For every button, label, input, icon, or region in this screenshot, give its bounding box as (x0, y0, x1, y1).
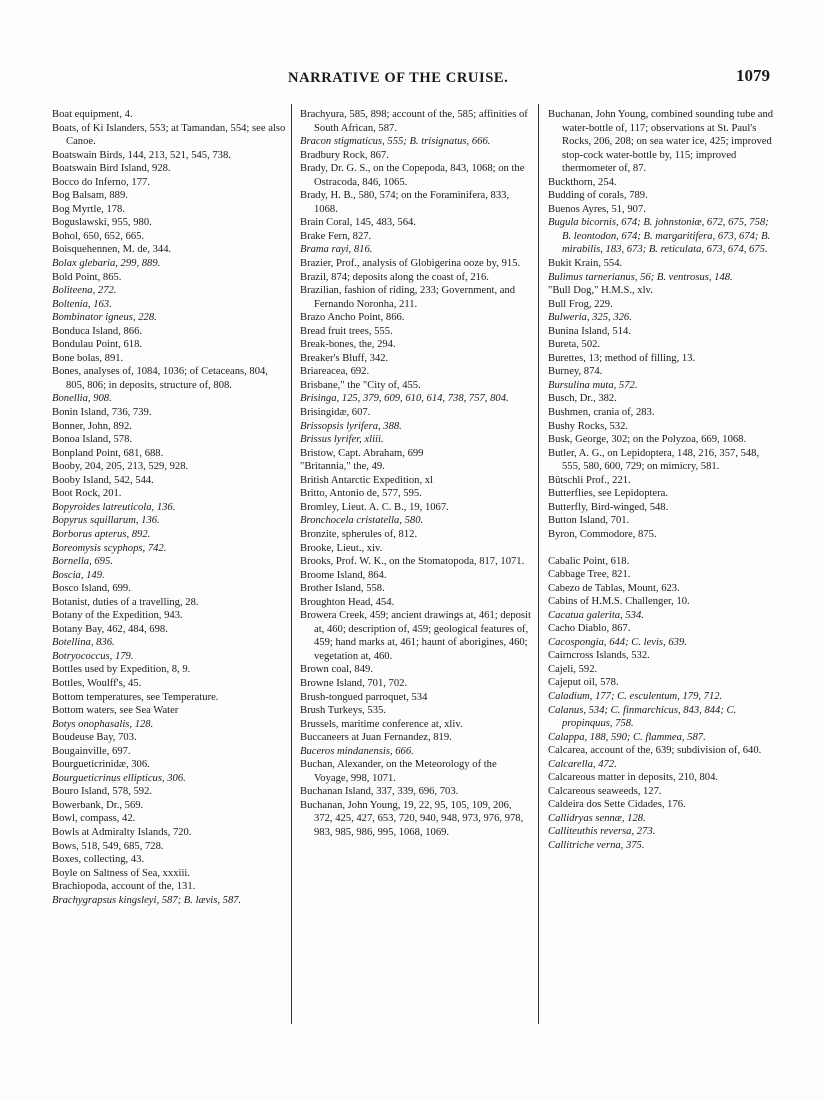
index-entry: Bulimus tarnerianus, 56; B. ventrosus, 148. (548, 271, 733, 283)
index-entry: Caldeira dos Sette Cidades, 176. (548, 799, 686, 811)
index-entry: Boat equipment, 4. (52, 109, 133, 120)
index-entry: Calappa, 188, 590; C. flammea, 587. (548, 731, 706, 743)
index-entry: Britto, Antonio de, 577, 595. (300, 488, 422, 500)
page-number: 1079 (736, 66, 770, 85)
index-entry: Bonellia, 908. (52, 393, 112, 405)
index-entry: Brisingidæ, 607. (300, 407, 371, 419)
index-entry: Bocco do Inferno, 177. (52, 176, 150, 188)
index-entry: Boxes, collecting, 43. (52, 854, 145, 866)
index-entry: Bourgueticrinidæ, 306. (52, 759, 150, 771)
index-entry: Bull Frog, 229. (548, 298, 613, 310)
index-entry: Brooks, Prof. W. K., on the Stomatopoda, 817, 1071. (300, 556, 525, 568)
index-entry: Bouro Island, 578, 592. (52, 786, 153, 798)
index-entry: Calliteuthis reversa, 273. (548, 826, 656, 838)
column-divider (291, 104, 292, 1024)
index-entry: Boscia, 149. (52, 569, 105, 581)
index-entry: Boreomysis scyphops, 742. (52, 542, 167, 554)
index-entry: "Bull Dog," H.M.S., xlv. (548, 285, 653, 297)
index-entry: Bracon stigmaticus, 555; B. trisignatus, 666. (300, 136, 491, 148)
column-divider (538, 104, 539, 1024)
index-entry: Bütschli Prof., 221. (548, 474, 631, 486)
index-entry: Busch, Dr., 382. (548, 393, 617, 405)
index-entry: Bottles, Woulff's, 45. (52, 677, 142, 689)
index-entry: Budding of corals, 789. (548, 190, 648, 202)
index-entry: "Britannia," the, 49. (300, 461, 385, 473)
index-entry: Boliteena, 272. (52, 285, 117, 297)
index-entry: Brazilian, fashion of riding, 233; Government, and Fernando Noronha, 211. (300, 285, 516, 310)
index-entry: Bones, analyses of, 1084, 1036; of Cetaceans, 804, 805, 806; in deposits, structure of, 808. (52, 366, 268, 391)
index-entry: Cabbage Tree, 821. (548, 569, 631, 581)
index-entry: Cabezo de Tablas, Mount, 623. (548, 582, 680, 594)
index-entry: Callidryas sennæ, 128. (548, 812, 646, 824)
index-entry: Boot Rock, 201. (52, 488, 122, 500)
index-entry: Bristow, Capt. Abraham, 699 (300, 447, 424, 459)
index-entry: Bugula bicornis, 674; B. johnstoniæ, 672, 675, 758; B. leontodon, 674; B. margaritifera, 673, 674; B. mirabilis, 183, 673; B. reticulata, 673, 674, 675. (548, 217, 771, 256)
index-entry: Brissopsis lyrifera, 388. (300, 420, 402, 432)
index-entry: Cacho Diablo, 867. (548, 623, 631, 635)
index-entry: Bowerbank, Dr., 569. (52, 799, 144, 811)
index-entry: Brisinga, 125, 379, 609, 610, 614, 738, 757, 804. (300, 393, 509, 405)
index-entry: Byron, Commodore, 875. (548, 528, 657, 540)
index-entry: Calcarella, 472. (548, 758, 617, 770)
index-entry: Burettes, 13; method of filling, 13. (548, 352, 696, 364)
index-entry: Bunina Island, 514. (548, 325, 631, 337)
index-column-middle (300, 108, 532, 840)
index-entry: Boisquehennen, M. de, 344. (52, 244, 172, 256)
index-entry: Bronzite, spherules of, 812. (300, 528, 418, 540)
index-entry: Bows, 518, 549, 685, 728. (52, 840, 164, 852)
index-entry: Brachyura, 585, 898; account of the, 585; affinities of South African, 587. (300, 109, 528, 134)
index-entry: Bushmen, crania of, 283. (548, 407, 655, 419)
section-gap (548, 542, 780, 555)
index-entry: Brazil, 874; deposits along the coast of, 216. (300, 271, 489, 283)
index-entry: Brush Turkeys, 535. (300, 705, 386, 717)
index-entry: Butterfly, Bird-winged, 548. (548, 501, 669, 513)
index-entry: Bottom waters, see Sea Water (52, 705, 179, 717)
index-entry: Boyle on Saltness of Sea, xxxiii. (52, 867, 191, 879)
page-header (0, 66, 825, 90)
index-entry: Broughton Head, 454. (300, 596, 395, 608)
index-entry: Bowl, compass, 42. (52, 813, 136, 825)
index-entry: Briareacea, 692. (300, 366, 370, 378)
index-entry: Boats, of Ki Islanders, 553; at Tamandan, 554; see also Canoe. (52, 122, 286, 148)
index-entry: Browera Creek, 459; ancient drawings at, 461; deposit at, 460; description of, 459; geological features of, 459; hand marks at, 461; haunt of aborigines, 460; vegetation at, 460. (300, 610, 531, 662)
index-entry: Brady, H. B., 580, 574; on the Foraminifera, 833, 1068. (300, 190, 510, 215)
index-entry: Bonin Island, 736, 739. (52, 407, 152, 419)
index-entry: Bondulau Point, 618. (52, 339, 143, 351)
index-entry: Botellina, 836. (52, 637, 115, 649)
index-entry: Calcarea, account of the, 639; subdivision of, 640. (548, 745, 762, 757)
index-entry: Cajeli, 592. (548, 663, 598, 675)
index-entry: Cabins of H.M.S. Challenger, 10. (548, 596, 690, 608)
index-entry: Boltenia, 163. (52, 298, 112, 310)
index-entry: Brisbane," the "City of, 455. (300, 379, 421, 391)
index-entry: Brown coal, 849. (300, 664, 373, 676)
index-entry: Borborus apterus, 892. (52, 528, 151, 540)
index-entry: Bonduca Island, 866. (52, 325, 143, 337)
index-entry: Brachiopoda, account of the, 131. (52, 881, 196, 893)
index-entry: Bone bolas, 891. (52, 352, 124, 364)
index-entry: Callitriche verna, 375. (548, 839, 645, 851)
index-entry: Brachygrapsus kingsleyi, 587; B. lævis, 587. (52, 894, 242, 906)
index-entry: Bonoa Island, 578. (52, 434, 133, 446)
index-entry: Busk, George, 302; on the Polyzoa, 669, 1068. (548, 434, 747, 446)
index-entry: Boatswain Birds, 144, 213, 521, 545, 738. (52, 149, 231, 161)
index-entry: Brake Fern, 827. (300, 230, 372, 242)
index-entry: Bornella, 695. (52, 556, 113, 568)
index-entry: Bronchocela cristatella, 580. (300, 515, 424, 527)
index-entry: Buchanan Island, 337, 339, 696, 703. (300, 786, 459, 798)
index-entry: Bradbury Rock, 867. (300, 149, 389, 161)
index-entry: Buchanan, John Young, 19, 22, 95, 105, 109, 206, 372, 425, 427, 653, 720, 940, 948, 973, 976, 978, 983, 985, 986, 995, 1068, 1069. (300, 799, 524, 838)
index-entry: Booby, 204, 205, 213, 529, 928. (52, 461, 189, 473)
index-entry: Bog Myrtle, 178. (52, 203, 125, 215)
index-entry: British Antarctic Expedition, xl (300, 474, 433, 486)
index-entry: Buckthorn, 254. (548, 176, 617, 188)
index-entry: Bottles used by Expedition, 8, 9. (52, 664, 191, 676)
index-entry: Botany Bay, 462, 484, 698. (52, 623, 168, 635)
index-entry: Break-bones, the, 294. (300, 339, 396, 351)
index-entry: Cajeput oil, 578. (548, 677, 619, 689)
index-entry: Brussels, maritime conference at, xliv. (300, 718, 463, 730)
index-entry: Bonpland Point, 681, 688. (52, 447, 164, 459)
index-entry: Butler, A. G., on Lepidoptera, 148, 216, 357, 548, 555, 580, 600, 729; on mimicry, 581. (548, 447, 760, 473)
index-entry: Bushy Rocks, 532. (548, 420, 629, 432)
index-entry: Buchanan, John Young, combined sounding tube and water-bottle of, 117; observations at St. Paul's Rocks, 206, 208; on sea water ice, 425; improved stop-cock water-bottle by, 115; improved thermometer of, 87. (548, 109, 774, 175)
index-entry: Bottom temperatures, see Temperature. (52, 691, 219, 703)
index-entry: Cabalic Point, 618. (548, 555, 630, 567)
index-entry: Breaker's Bluff, 342. (300, 352, 389, 364)
index-entry: Cairncross Islands, 532. (548, 650, 650, 662)
index-entry: Bulweria, 325, 326. (548, 312, 632, 324)
index-entry: Bread fruit trees, 555. (300, 325, 393, 337)
index-entry: Cacospongia, 644; C. levis, 639. (548, 636, 687, 648)
index-entry: Button Island, 701. (548, 515, 630, 527)
index-entry: Brissus lyrifer, xliii. (300, 434, 384, 446)
index-entry: Caladium, 177; C. esculentum, 179, 712. (548, 690, 723, 702)
index-entry: Bukit Krain, 554. (548, 258, 623, 270)
index-column-right (548, 108, 780, 853)
index-entry: Butterflies, see Lepidoptera. (548, 488, 669, 500)
index-entry: Bold Point, 865. (52, 271, 122, 283)
index-entry: Brady, Dr. G. S., on the Copepoda, 843, 1068; on the Ostracoda, 846, 1065. (300, 163, 525, 188)
index-entry: Cacatua galerita, 534. (548, 609, 644, 621)
index-entry: Brain Coral, 145, 483, 564. (300, 217, 416, 229)
index-entry: Buchan, Alexander, on the Meteorology of the Voyage, 998, 1071. (300, 759, 497, 784)
index-entry: Brother Island, 558. (300, 583, 385, 595)
index-entry: Calcareous seaweeds, 127. (548, 785, 662, 797)
page-title: NARRATIVE OF THE CRUISE. (288, 70, 509, 86)
index-entry: Brazier, Prof., analysis of Globigerina ooze by, 915. (300, 258, 521, 270)
index-entry: Botryococcus, 179. (52, 650, 134, 662)
index-entry: Burney, 874. (548, 366, 603, 378)
index-entry: Botys onophasalis, 128. (52, 718, 154, 730)
index-entry: Bureta, 502. (548, 339, 601, 351)
index-entry: Buenos Ayres, 51, 907. (548, 203, 646, 215)
index-entry: Calanus, 534; C. finmarchicus, 843, 844; C. propinquus, 758. (548, 704, 737, 730)
index-entry: Bosco Island, 699. (52, 583, 131, 595)
index-entry: Boatswain Bird Island, 928. (52, 163, 171, 175)
index-entry: Bopyroides latreuticola, 136. (52, 501, 176, 513)
index-entry: Bourgueticrinus ellipticus, 306. (52, 772, 186, 784)
index-entry: Bolax glebaria, 299, 889. (52, 258, 161, 270)
index-entry: Botany of the Expedition, 943. (52, 610, 183, 622)
index-entry: Broome Island, 864. (300, 569, 387, 581)
index-entry: Bromley, Lieut. A. C. B., 19, 1067. (300, 501, 449, 513)
index-entry: Brush-tongued parroquet, 534 (300, 691, 428, 703)
index-entry: Bohol, 650, 652, 665. (52, 230, 145, 242)
index-entry: Bursulina muta, 572. (548, 379, 638, 391)
index-column-left (52, 108, 288, 907)
index-entry: Bowls at Admiralty Islands, 720. (52, 826, 192, 838)
index-entry: Buceros mindanensis, 666. (300, 745, 414, 757)
index-entry: Boudeuse Bay, 703. (52, 732, 137, 744)
index-entry: Bombinator igneus, 228. (52, 312, 157, 324)
index-entry: Boguslawski, 955, 980. (52, 217, 152, 229)
index-entry: Brooke, Lieut., xiv. (300, 542, 383, 554)
index-entry: Brazo Ancho Point, 866. (300, 312, 405, 324)
index-entry: Browne Island, 701, 702. (300, 677, 408, 689)
index-entry: Booby Island, 542, 544. (52, 474, 154, 486)
index-entry: Calcareous matter in deposits, 210, 804. (548, 772, 719, 784)
index-entry: Bopyrus squillarum, 136. (52, 515, 160, 527)
index-entry: Bougainville, 697. (52, 745, 131, 757)
index-entry: Buccaneers at Juan Fernandez, 819. (300, 732, 452, 744)
index-entry: Botanist, duties of a travelling, 28. (52, 596, 199, 608)
index-entry: Brama rayi, 816. (300, 244, 373, 256)
index-entry: Bonner, John, 892. (52, 420, 132, 432)
index-entry: Bog Balsam, 889. (52, 190, 128, 202)
